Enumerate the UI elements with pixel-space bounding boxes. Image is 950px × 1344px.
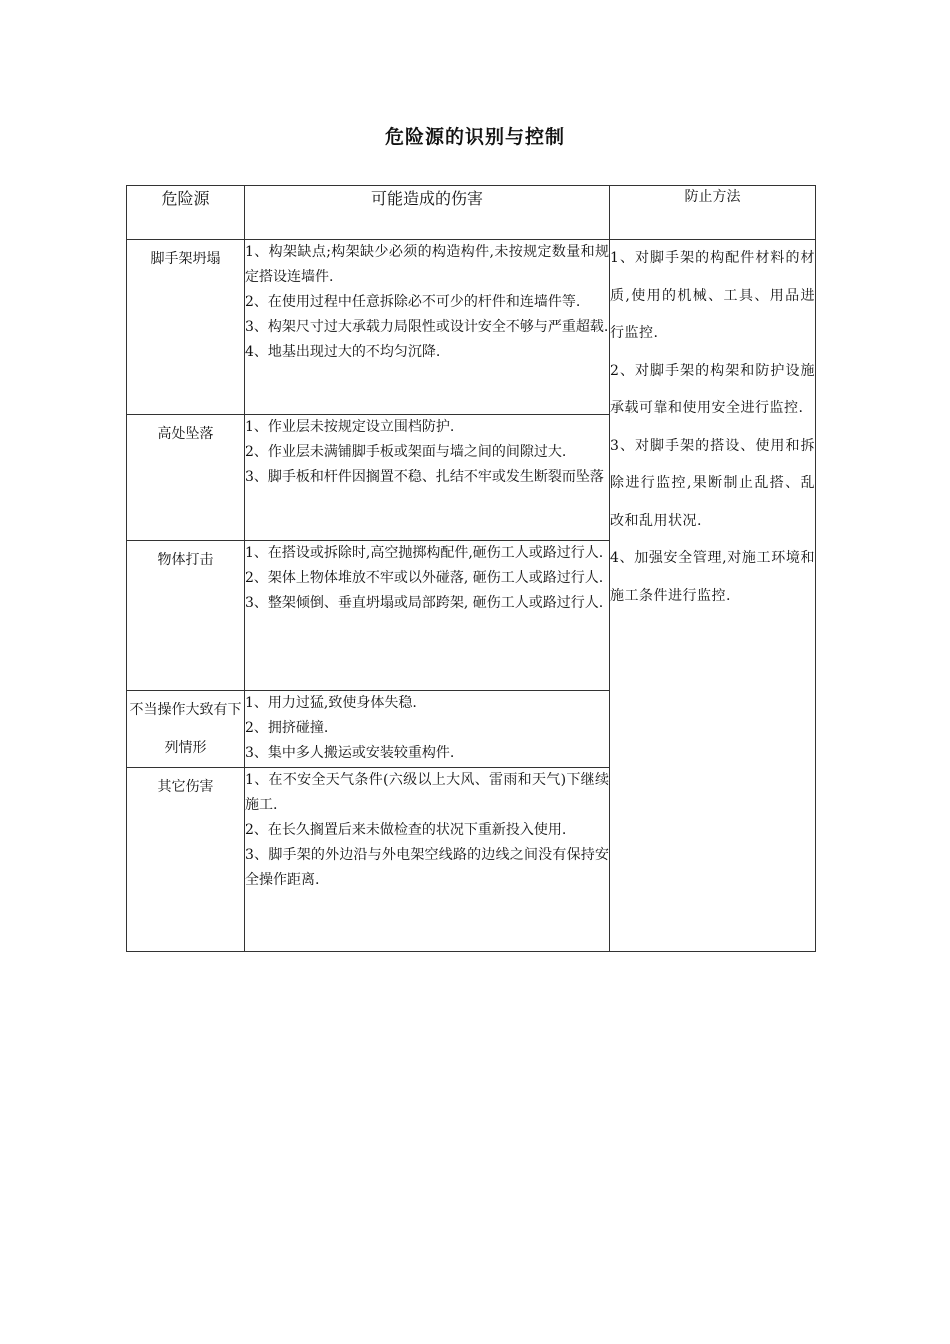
prevention-item: 2、对脚手架的构架和防护设施承载可靠和使用安全进行监控. [610, 362, 815, 416]
harm-item: 1、用力过猛,致使身体失稳. [245, 695, 417, 711]
harm-item: 2、在使用过程中任意拆除必不可少的杆件和连墙件等. [245, 294, 581, 310]
harm-cell [245, 768, 610, 952]
hazard-source-cell: 物体打击 [127, 541, 245, 691]
harm-item: 2、作业层未满铺脚手板或架面与墙之间的间隙过大. [245, 444, 567, 460]
prevention-item: 1、对脚手架的构配件材料的材质,使用的机械、工具、用品进行监控. [610, 250, 815, 341]
harm-item: 2、拥挤碰撞. [245, 720, 329, 736]
harm-cell [245, 240, 610, 415]
harm-item: 1、构架缺点;构架缺少必须的构造构件,未按规定数量和规定搭设连墙件. [245, 244, 609, 285]
harm-cell [245, 691, 610, 768]
hazard-source-cell: 不当操作大致有下列情形 [127, 691, 245, 768]
harm-item: 3、脚手板和杆件因搁置不稳、扎结不牢或发生断裂而坠落 [245, 469, 604, 485]
harm-item: 1、作业层未按规定设立围档防护. [245, 419, 455, 435]
harm-item: 1、在搭设或拆除时,高空抛掷构配件,砸伤工人或路过行人. [245, 545, 604, 561]
harm-item: 3、集中多人搬运或安装较重构件. [245, 745, 455, 761]
harm-item: 2、架体上物体堆放不牢或以外碰落, 砸伤工人或路过行人. [245, 570, 604, 586]
prevention-cell [610, 240, 816, 952]
hazard-source-cell: 高处坠落 [127, 415, 245, 541]
hazard-source-cell: 其它伤害 [127, 768, 245, 952]
header-prevention: 防止方法 [610, 186, 816, 240]
harm-cell [245, 541, 610, 691]
table-row [127, 240, 816, 415]
harm-cell [245, 415, 610, 541]
header-harm: 可能造成的伤害 [245, 186, 610, 240]
harm-item: 1、在不安全天气条件(六级以上大风、雷雨和天气)下继续施工. [245, 772, 609, 813]
harm-item: 3、整架倾倒、垂直坍塌或局部跨架, 砸伤工人或路过行人. [245, 595, 604, 611]
hazard-source-cell: 脚手架坍塌 [127, 240, 245, 415]
harm-item: 3、脚手架的外边沿与外电架空线路的边线之间没有保持安全操作距离. [245, 847, 609, 888]
header-row [127, 186, 816, 240]
harm-item: 4、地基出现过大的不均匀沉降. [245, 344, 441, 360]
harm-item: 3、构架尺寸过大承载力局限性或设计安全不够与严重超载. [245, 319, 609, 335]
prevention-item: 4、加强安全管理,对施工环境和施工条件进行监控. [610, 550, 815, 604]
hazard-table [126, 185, 816, 952]
header-source: 危险源 [127, 186, 245, 240]
prevention-item: 3、对脚手架的搭设、使用和拆除进行监控,果断制止乱搭、乱改和乱用状况. [610, 437, 815, 529]
harm-item: 2、在长久搁置后来未做检查的状况下重新投入使用. [245, 822, 567, 838]
page-title: 危险源的识别与控制 [384, 126, 565, 148]
